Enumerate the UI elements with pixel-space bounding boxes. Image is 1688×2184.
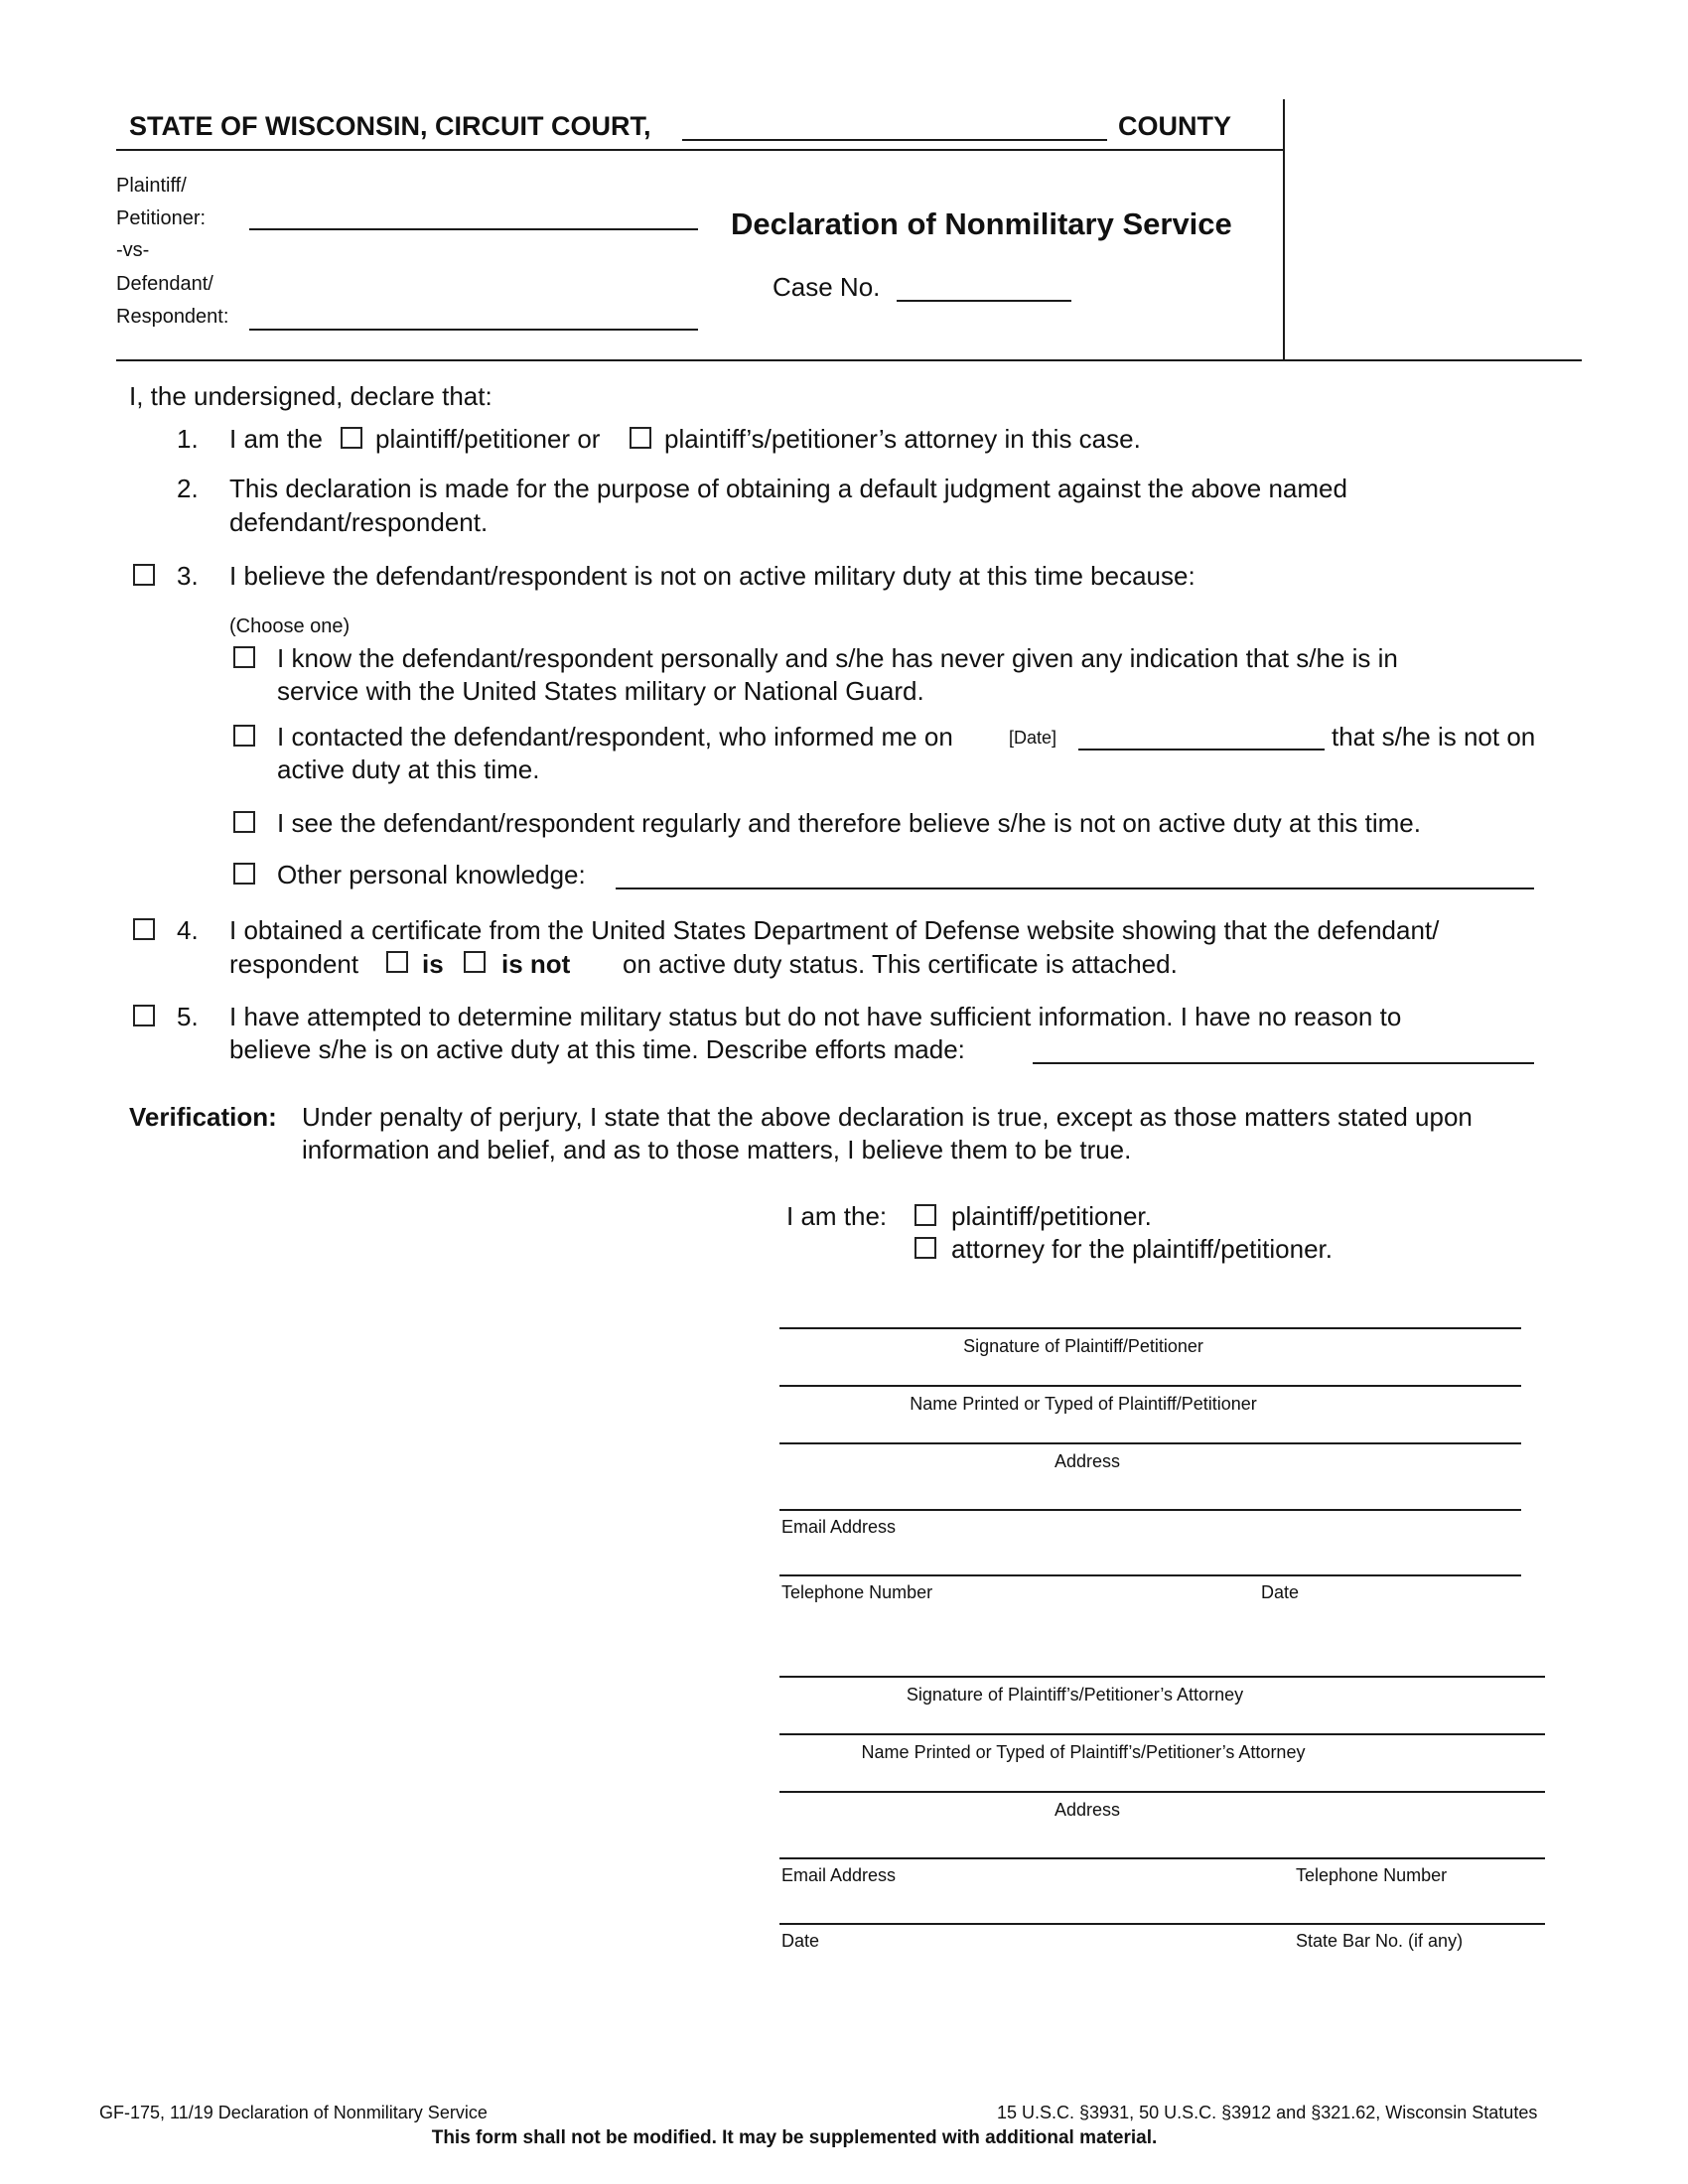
choose-one-label: (Choose one): [229, 615, 351, 637]
plaintiff-name-printed-field[interactable]: [779, 1385, 1521, 1387]
attorney-signature-label: Signature of Plaintiff’s/Petitioner’s Attorney: [906, 1685, 1244, 1705]
item-4-line-1: I obtained a certificate from the United States Department of Defense website showing that the defendant/: [229, 915, 1440, 945]
attorney-state-bar-label: State Bar No. (if any): [1296, 1931, 1464, 1951]
court-label: STATE OF WISCONSIN, CIRCUIT COURT,: [129, 111, 651, 141]
intro-text: I, the undersigned, declare that:: [129, 381, 492, 411]
attorney-date-label: Date: [781, 1931, 820, 1951]
attorney-name-printed-label: Name Printed or Typed of Plaintiff’s/Petitioner’s Attorney: [861, 1742, 1306, 1762]
attorney-date-bar-field[interactable]: [779, 1923, 1545, 1925]
date-hint: [Date]: [1009, 728, 1057, 748]
plaintiff-name-printed-label: Name Printed or Typed of Plaintiff/Petitioner: [910, 1394, 1257, 1414]
plaintiff-checkbox[interactable]: [341, 427, 362, 449]
contact-date-field[interactable]: [1078, 749, 1325, 751]
plaintiff-label: Plaintiff/: [116, 175, 187, 197]
county-name-field[interactable]: [682, 139, 1107, 141]
efforts-made-field[interactable]: [1033, 1062, 1534, 1064]
item-5-line-1: I have attempted to determine military status but do not have sufficient information. I have no reason to: [229, 1002, 1402, 1031]
vs-label: -vs-: [116, 239, 150, 261]
form-title: Declaration of Nonmilitary Service: [731, 206, 1232, 241]
option-contacted-text-b: that s/he is not on: [1332, 722, 1536, 751]
plaintiff-address-label: Address: [1054, 1451, 1121, 1471]
option-know-personally-line-2: service with the United States military or National Guard.: [277, 676, 924, 706]
verification-line-2: information and belief, and as to those matters, I believe them to be true.: [302, 1135, 1132, 1164]
item-1-option-a: plaintiff/petitioner or: [375, 424, 601, 454]
plaintiff-telephone-date-field[interactable]: [779, 1574, 1521, 1576]
item-5-line-2: believe s/he is on active duty at this time. Describe efforts made:: [229, 1034, 965, 1064]
plaintiff-telephone-label: Telephone Number: [781, 1582, 933, 1602]
item-2-number: 2.: [177, 474, 199, 503]
is-not-label: is not: [501, 949, 571, 979]
iam-label: I am the:: [786, 1201, 888, 1231]
item-3-number: 3.: [177, 561, 199, 591]
is-label: is: [422, 949, 444, 979]
attorney-signature-field[interactable]: [779, 1676, 1545, 1678]
option-other-label: Other personal knowledge:: [277, 860, 586, 889]
defendant-name-field[interactable]: [249, 329, 698, 331]
attorney-checkbox[interactable]: [630, 427, 651, 449]
option-know-personally-line-1: I know the defendant/respondent personally and s/he has never given any indication that s/he is in: [277, 643, 1398, 673]
is-checkbox[interactable]: [386, 951, 408, 973]
attorney-email-telephone-field[interactable]: [779, 1857, 1545, 1859]
header-rule: [116, 149, 1285, 151]
plaintiff-signature-label: Signature of Plaintiff/Petitioner: [963, 1336, 1203, 1356]
defendant-label: Defendant/: [116, 273, 213, 295]
iam-plaintiff-checkbox[interactable]: [914, 1204, 936, 1226]
iam-attorney-checkbox[interactable]: [914, 1237, 936, 1259]
item-1-option-b: plaintiff’s/petitioner’s attorney in this case.: [664, 424, 1141, 454]
item-4-number: 4.: [177, 915, 199, 945]
respondent-label: Respondent:: [116, 306, 229, 328]
caption-bottom-rule: [116, 359, 1582, 361]
plaintiff-email-label: Email Address: [781, 1517, 897, 1537]
verification-label: Verification:: [129, 1102, 277, 1132]
verification-line-1: Under penalty of perjury, I state that the above declaration is true, except as those matters stated upon: [302, 1102, 1473, 1132]
item-1-number: 1.: [177, 424, 199, 454]
attorney-name-printed-field[interactable]: [779, 1733, 1545, 1735]
attorney-address-label: Address: [1054, 1800, 1121, 1820]
item-1-text: I am the: [229, 424, 323, 454]
other-knowledge-field[interactable]: [616, 887, 1534, 889]
footer-notice: This form shall not be modified. It may be supplemented with additional material.: [431, 2127, 1158, 2148]
plaintiff-signature-field[interactable]: [779, 1327, 1521, 1329]
case-no-field[interactable]: [897, 300, 1071, 302]
option-see-regularly-checkbox[interactable]: [233, 811, 255, 833]
plaintiff-email-field[interactable]: [779, 1509, 1521, 1511]
attorney-telephone-label: Telephone Number: [1296, 1865, 1448, 1885]
option-contacted-checkbox[interactable]: [233, 725, 255, 747]
plaintiff-date-label: Date: [1261, 1582, 1300, 1602]
item-3-checkbox[interactable]: [133, 564, 155, 586]
iam-attorney-label: attorney for the plaintiff/petitioner.: [951, 1234, 1333, 1264]
iam-plaintiff-label: plaintiff/petitioner.: [951, 1201, 1152, 1231]
item-4-line-2b: on active duty status. This certificate is attached.: [623, 949, 1178, 979]
case-no-label: Case No.: [773, 272, 881, 302]
option-know-personally-checkbox[interactable]: [233, 646, 255, 668]
attorney-address-field[interactable]: [779, 1791, 1545, 1793]
county-label: COUNTY: [1118, 111, 1231, 141]
option-other-checkbox[interactable]: [233, 863, 255, 885]
plaintiff-name-field[interactable]: [249, 228, 698, 230]
item-5-checkbox[interactable]: [133, 1005, 155, 1026]
option-contacted-line-2: active duty at this time.: [277, 754, 540, 784]
item-3-text: I believe the defendant/respondent is not on active military duty at this time because:: [229, 561, 1196, 591]
footer-form-id: GF-175, 11/19 Declaration of Nonmilitary Service: [99, 2103, 488, 2122]
plaintiff-address-field[interactable]: [779, 1442, 1521, 1444]
item-4-line-2a: respondent: [229, 949, 359, 979]
option-see-regularly-text: I see the defendant/respondent regularly and therefore believe s/he is not on active duty at this time.: [277, 808, 1421, 838]
footer-statutes: 15 U.S.C. §3931, 50 U.S.C. §3912 and §321.62, Wisconsin Statutes: [997, 2103, 1538, 2122]
item-5-number: 5.: [177, 1002, 199, 1031]
item-2-line-2: defendant/respondent.: [229, 507, 489, 537]
header-divider: [1283, 99, 1285, 359]
option-contacted-text: I contacted the defendant/respondent, who informed me on: [277, 722, 953, 751]
petitioner-label: Petitioner:: [116, 207, 207, 229]
item-2-line-1: This declaration is made for the purpose of obtaining a default judgment against the above named: [229, 474, 1347, 503]
item-4-checkbox[interactable]: [133, 918, 155, 940]
attorney-email-label: Email Address: [781, 1865, 897, 1885]
is-not-checkbox[interactable]: [464, 951, 486, 973]
